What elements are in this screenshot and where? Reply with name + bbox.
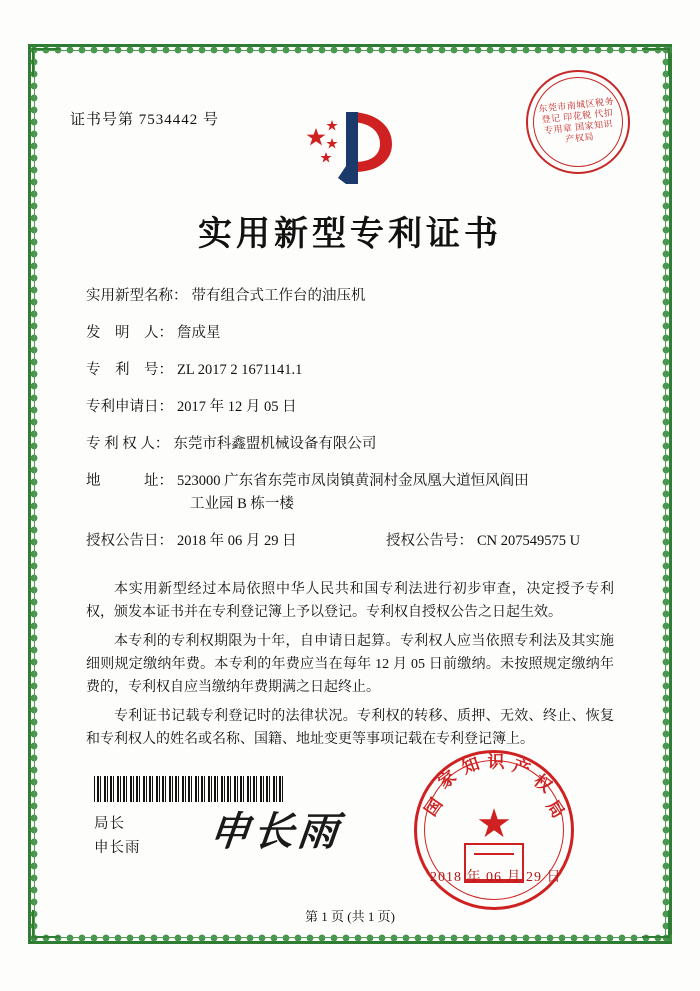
barcode (94, 776, 284, 802)
paragraph: 本专利的专利权期限为十年，自申请日起算。专利权人应当依照专利法及其实施细则规定缴纳年费。本专利的年费应当在每年 12 月 05 日前缴纳。未按照规定缴纳年费的，专利权自应当缴纳年费期满之日起终止。 (86, 634, 614, 695)
field-label: 专 利 权 人： (86, 436, 170, 452)
field-value: ZL 2017 2 1671141.1 (177, 362, 303, 378)
field-label: 专利申请日： (86, 399, 173, 415)
seal-star-icon: ★ (476, 800, 512, 846)
grant-date-label: 授权公告日： (86, 533, 173, 549)
field-row-patent-number (86, 362, 614, 379)
certificate-number: 证书号第 7534442 号 (70, 112, 220, 128)
field-row-name (86, 288, 614, 305)
signature-labels (94, 812, 141, 860)
field-label: 发 明 人： (86, 325, 173, 341)
field-value: 523000 广东省东莞市凤岗镇黄洞村金凤凰大道恒风阎田 (177, 473, 529, 489)
corner-ornament-top-right (642, 48, 670, 76)
grant-date-value: 2018 年 06 月 29 日 (177, 533, 297, 549)
tax-stamp (526, 70, 630, 174)
paragraph: 专利证书记载专利登记时的法律状况。专利权的转移、质押、无效、终止、恢复和专利权人的姓名或名称、国籍、地址变更等事项记载在专利登记簿上。 (86, 709, 614, 747)
cnipa-emblem-icon (296, 108, 404, 188)
field-value: 东莞市科鑫盟机械设备有限公司 (173, 436, 377, 452)
field-row-application-date (86, 399, 614, 416)
field-row-grant (86, 533, 614, 550)
publication-number-value: CN 207549575 U (477, 533, 581, 549)
field-label: 地 址： (86, 473, 173, 489)
field-value: 詹成星 (177, 325, 221, 341)
paragraph: 本实用新型经过本局依照中华人民共和国专利法进行初步审查，决定授予专利权，颁发本证书并在专利登记簿上予以登记。专利权自授权公告之日起生效。 (86, 582, 614, 620)
field-label: 专 利 号： (86, 362, 173, 378)
corner-ornament-top-left (32, 48, 60, 76)
director-title-label: 局长 (94, 816, 125, 832)
field-row-address (86, 473, 614, 513)
body-paragraphs (86, 578, 614, 757)
field-label: 实用新型名称： (86, 288, 188, 304)
address-line-2: 工业园 B 栋一楼 (190, 496, 294, 512)
field-value: 2017 年 12 月 05 日 (177, 399, 297, 415)
field-value: 带有组合式工作台的油压机 (191, 288, 366, 304)
field-row-inventor (86, 325, 614, 342)
director-name-label: 申长雨 (94, 840, 141, 856)
field-row-patentee (86, 436, 614, 453)
tax-stamp-text: 东莞市南城区税务登记 印花税 代扣专用章 国家知识产权局 (537, 96, 615, 145)
page-footer: 第 1 页 (共 1 页) (305, 909, 395, 924)
official-seal: ★ 国 家 知 识 产 权 局 (414, 750, 574, 910)
publication-number-label: 授权公告号： (386, 533, 473, 549)
seal-date: 2018 年 06 月 29 日 (430, 870, 562, 885)
handwritten-signature: 申长雨 (207, 808, 345, 855)
page-title: 实用新型专利证书 (198, 214, 502, 254)
field-list (86, 288, 614, 570)
